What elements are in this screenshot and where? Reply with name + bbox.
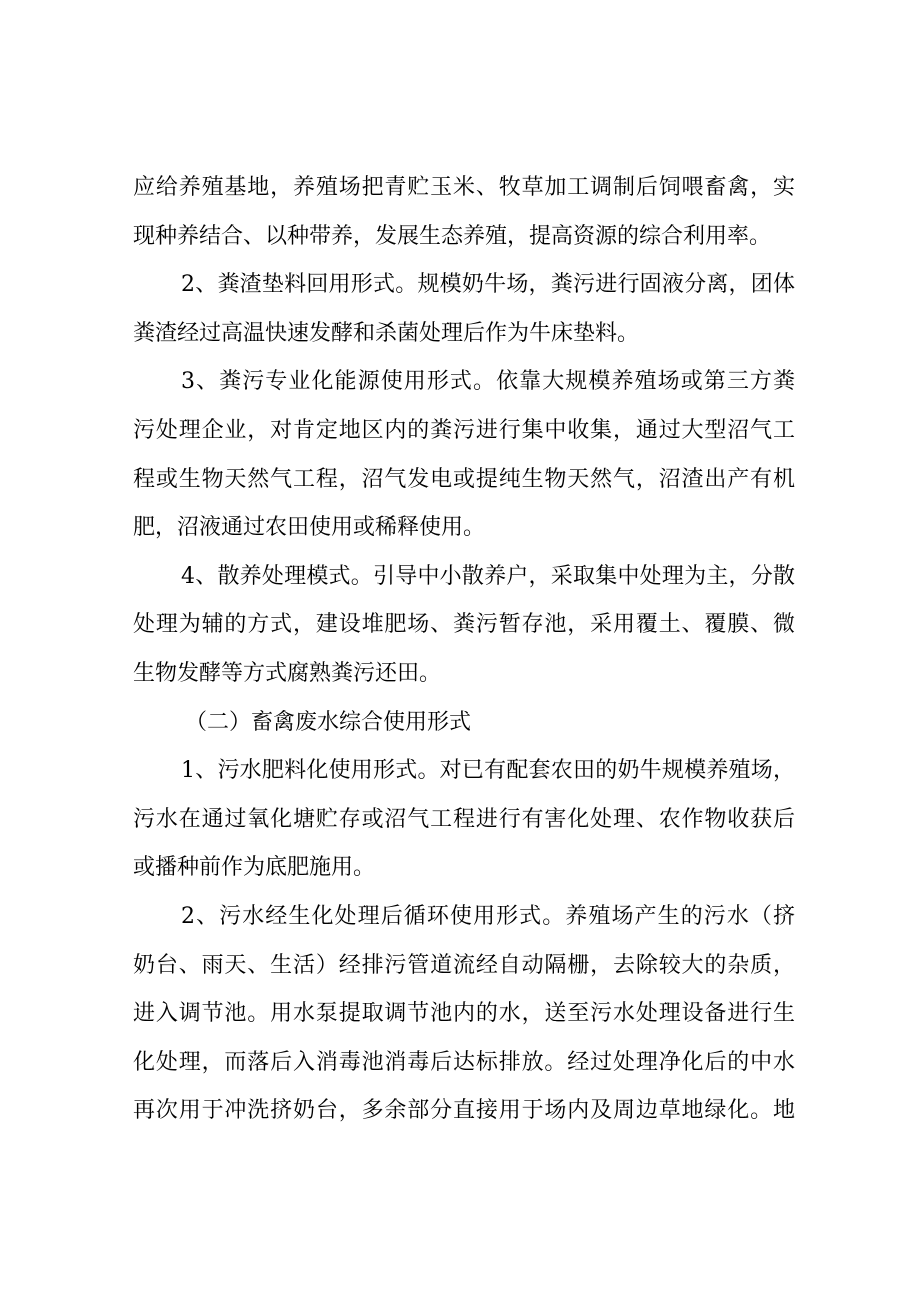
text-line: 粪渣经过高温快速发酵和杀菌处理后作为牛床垫料。 — [133, 320, 640, 346]
paragraph-continued — [133, 164, 795, 261]
text-line: 3、粪污专业化能源使用形式。依靠大规模养殖场或第三方粪 — [181, 369, 795, 395]
text-line: 化处理，而落后入消毒池消毒后达标排放。经过处理净化后的中水 — [133, 1049, 795, 1075]
paragraph-fertilizer-use — [133, 747, 795, 893]
paragraph-manure-bedding — [133, 261, 795, 358]
paragraph-energy-use — [133, 358, 795, 552]
text-line: 或播种前作为底肥施用。 — [133, 855, 376, 881]
text-line: 1、污水肥料化使用形式。对已有配套农田的奶牛规模养殖场， — [181, 758, 795, 784]
text-line: 程或生物天然气工程，沼气发电或提纯生物天然气，沼渣出产有机 — [133, 466, 795, 492]
text-line: 生物发酵等方式腐熟粪污还田。 — [133, 660, 442, 686]
text-line: 奶台、雨天、生活）经排污管道流经自动隔栅，去除较大的杂质， — [133, 952, 795, 978]
paragraph-free-range — [133, 553, 795, 699]
text-line: 2、污水经生化处理后循环使用形式。养殖场产生的污水（挤 — [181, 903, 795, 929]
text-line: 4、散养处理模式。引导中小散养户，采取集中处理为主，分散 — [181, 563, 795, 589]
text-line: 应给养殖基地，养殖场把青贮玉米、牧草加工调制后饲喂畜禽，实 — [133, 175, 795, 200]
text-line: 现种养结合、以种带养，发展生态养殖，提高资源的综合利用率。 — [133, 223, 772, 249]
text-line: 处理为辅的方式，建设堆肥场、粪污暂存池，采用覆土、覆膜、微 — [133, 612, 795, 638]
text-line: 污水在通过氧化塘贮存或沼气工程进行有害化处理、农作物收获后 — [133, 806, 795, 832]
section-heading: （二）畜禽废水综合使用形式 — [185, 709, 472, 735]
text-line: 进入调节池。用水泵提取调节池内的水，送至污水处理设备进行生 — [133, 1001, 795, 1027]
document-body — [133, 164, 795, 1136]
text-line: 污处理企业，对肯定地区内的粪污进行集中收集，通过大型沼气工 — [133, 417, 795, 443]
paragraph-biochemical-treatment — [133, 893, 795, 1136]
text-line: 肥，沼液通过农田使用或稀释使用。 — [133, 515, 486, 541]
text-line: 再次用于冲洗挤奶台，多余部分直接用于场内及周边草地绿化。地 — [133, 1098, 795, 1124]
text-line: 2、粪渣垫料回用形式。规模奶牛场，粪污进行固液分离，团体 — [181, 272, 795, 298]
